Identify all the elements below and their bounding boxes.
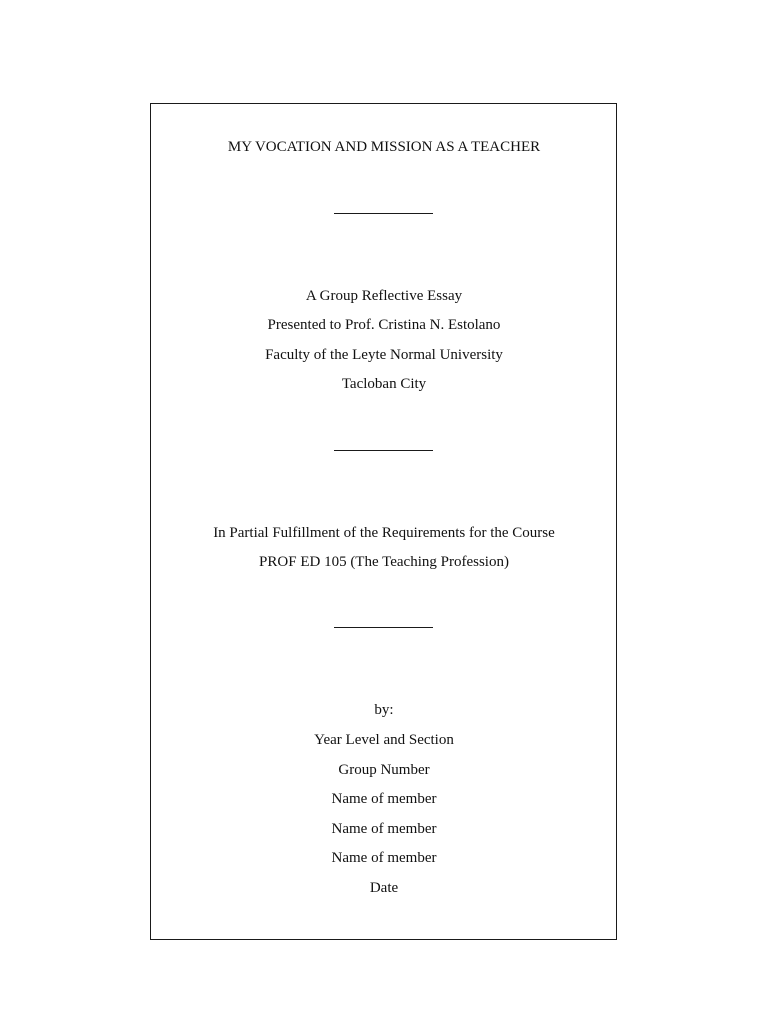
member-name: Name of member xyxy=(331,821,437,837)
year-level-section: Year Level and Section xyxy=(314,732,454,748)
divider-rule-3 xyxy=(334,627,433,628)
city-line: Tacloban City xyxy=(341,376,427,392)
divider-rule-1 xyxy=(334,213,433,214)
fulfillment-line: In Partial Fulfillment of the Requirements for the Course xyxy=(213,525,555,541)
essay-type: A Group Reflective Essay xyxy=(305,288,463,304)
divider-rule-2 xyxy=(334,450,433,451)
faculty-line: Faculty of the Leyte Normal University xyxy=(265,347,503,363)
course-line: PROF ED 105 (The Teaching Profession) xyxy=(259,554,509,570)
presented-to: Presented to Prof. Cristina N. Estolano xyxy=(267,317,501,333)
by-label: by: xyxy=(374,702,394,718)
page-border xyxy=(150,103,617,940)
member-name: Name of member xyxy=(331,791,437,807)
group-number: Group Number xyxy=(338,762,430,778)
document-title: MY VOCATION AND MISSION AS A TEACHER xyxy=(227,139,541,155)
member-name: Name of member xyxy=(331,850,437,866)
date-line: Date xyxy=(369,880,399,896)
